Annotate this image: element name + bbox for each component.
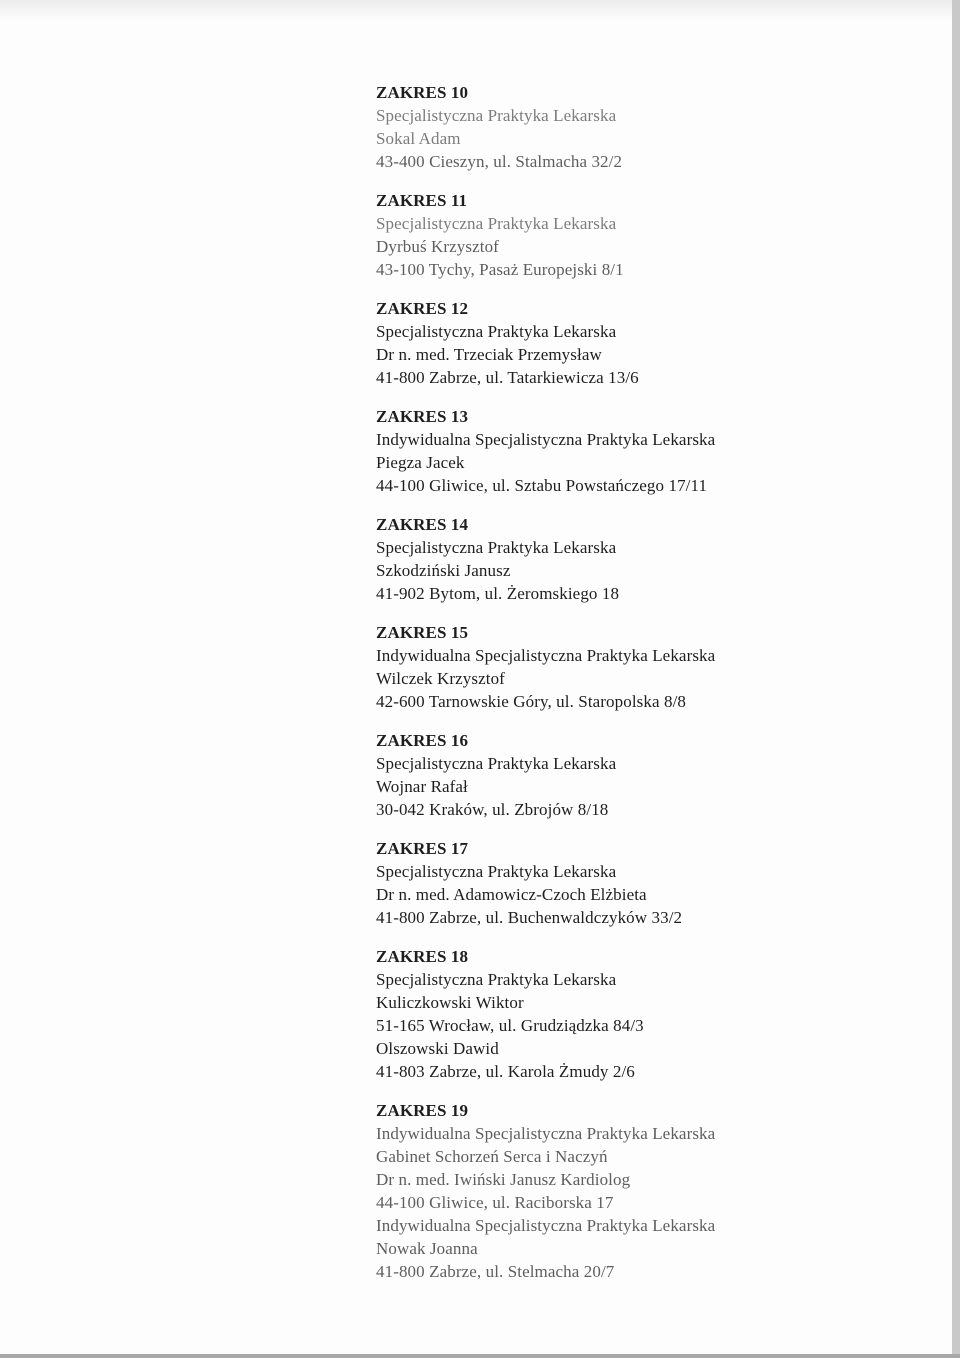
zakres-title: ZAKRES 11 xyxy=(376,191,468,210)
address: 44-100 Gliwice, ul. Sztabu Powstańczego 17/11 xyxy=(376,476,708,495)
address: 51-165 Wrocław, ul. Grudziądzka 84/3 xyxy=(376,1016,644,1035)
practice-type: Specjalistyczna Praktyka Lekarska xyxy=(376,322,617,341)
practice-type: Specjalistyczna Praktyka Lekarska xyxy=(376,754,617,773)
practice-type: Indywidualna Specjalistyczna Praktyka Lekarska xyxy=(376,1124,716,1143)
zakres-title: ZAKRES 17 xyxy=(376,839,469,858)
practice-type: Specjalistyczna Praktyka Lekarska xyxy=(376,106,617,125)
practice-type: Indywidualna Specjalistyczna Praktyka Lekarska xyxy=(376,430,716,449)
scan-edge-bottom xyxy=(0,1354,960,1358)
zakres-section-14 xyxy=(376,513,936,621)
address: 44-100 Gliwice, ul. Raciborska 17 xyxy=(376,1193,614,1212)
doctor-name: Sokal Adam xyxy=(376,129,461,148)
address: 30-042 Kraków, ul. Zbrojów 8/18 xyxy=(376,800,609,819)
scan-shadow-top xyxy=(0,0,960,22)
practice-type: Indywidualna Specjalistyczna Praktyka Lekarska xyxy=(376,1216,716,1235)
address: 41-902 Bytom, ul. Żeromskiego 18 xyxy=(376,584,620,603)
doctor-name: Wojnar Rafał xyxy=(376,777,468,796)
zakres-section-18 xyxy=(376,945,936,1099)
zakres-title: ZAKRES 14 xyxy=(376,515,469,534)
zakres-title: ZAKRES 19 xyxy=(376,1101,469,1120)
doctor-name: Kuliczkowski Wiktor xyxy=(376,993,524,1012)
zakres-section-17 xyxy=(376,837,936,945)
doctor-name: Olszowski Dawid xyxy=(376,1039,499,1058)
practice-type: Indywidualna Specjalistyczna Praktyka Lekarska xyxy=(376,646,716,665)
zakres-section-10 xyxy=(376,81,936,189)
zakres-section-19 xyxy=(376,1099,936,1281)
scan-edge-right xyxy=(952,0,960,1358)
zakres-title: ZAKRES 18 xyxy=(376,947,469,966)
doctor-name: Piegza Jacek xyxy=(376,453,465,472)
doctor-name: Dr n. med. Adamowicz-Czoch Elżbieta xyxy=(376,885,647,904)
doctor-name: Nowak Joanna xyxy=(376,1239,478,1258)
clinic-name: Gabinet Schorzeń Serca i Naczyń xyxy=(376,1147,608,1166)
zakres-title: ZAKRES 10 xyxy=(376,83,469,102)
zakres-list xyxy=(376,81,936,1281)
address: 43-100 Tychy, Pasaż Europejski 8/1 xyxy=(376,260,624,279)
doctor-name: Szkodziński Janusz xyxy=(376,561,511,580)
doctor-name: Dr n. med. Trzeciak Przemysław xyxy=(376,345,602,364)
zakres-title: ZAKRES 13 xyxy=(376,407,469,426)
zakres-section-16 xyxy=(376,729,936,837)
address: 41-800 Zabrze, ul. Tatarkiewicza 13/6 xyxy=(376,368,639,387)
address: 41-800 Zabrze, ul. Stelmacha 20/7 xyxy=(376,1262,615,1281)
practice-type: Specjalistyczna Praktyka Lekarska xyxy=(376,970,617,989)
doctor-name: Dr n. med. Iwiński Janusz Kardiolog xyxy=(376,1170,631,1189)
zakres-title: ZAKRES 15 xyxy=(376,623,469,642)
address: 41-803 Zabrze, ul. Karola Żmudy 2/6 xyxy=(376,1062,635,1081)
address: 42-600 Tarnowskie Góry, ul. Staropolska 8/8 xyxy=(376,692,687,711)
zakres-section-15 xyxy=(376,621,936,729)
zakres-section-11 xyxy=(376,189,936,297)
practice-type: Specjalistyczna Praktyka Lekarska xyxy=(376,538,617,557)
zakres-title: ZAKRES 12 xyxy=(376,299,469,318)
practice-type: Specjalistyczna Praktyka Lekarska xyxy=(376,214,617,233)
zakres-section-13 xyxy=(376,405,936,513)
zakres-title: ZAKRES 16 xyxy=(376,731,469,750)
doctor-name: Dyrbuś Krzysztof xyxy=(376,237,499,256)
address: 43-400 Cieszyn, ul. Stalmacha 32/2 xyxy=(376,152,623,171)
address: 41-800 Zabrze, ul. Buchenwaldczyków 33/2 xyxy=(376,908,683,927)
doctor-name: Wilczek Krzysztof xyxy=(376,669,505,688)
practice-type: Specjalistyczna Praktyka Lekarska xyxy=(376,862,617,881)
zakres-section-12 xyxy=(376,297,936,405)
